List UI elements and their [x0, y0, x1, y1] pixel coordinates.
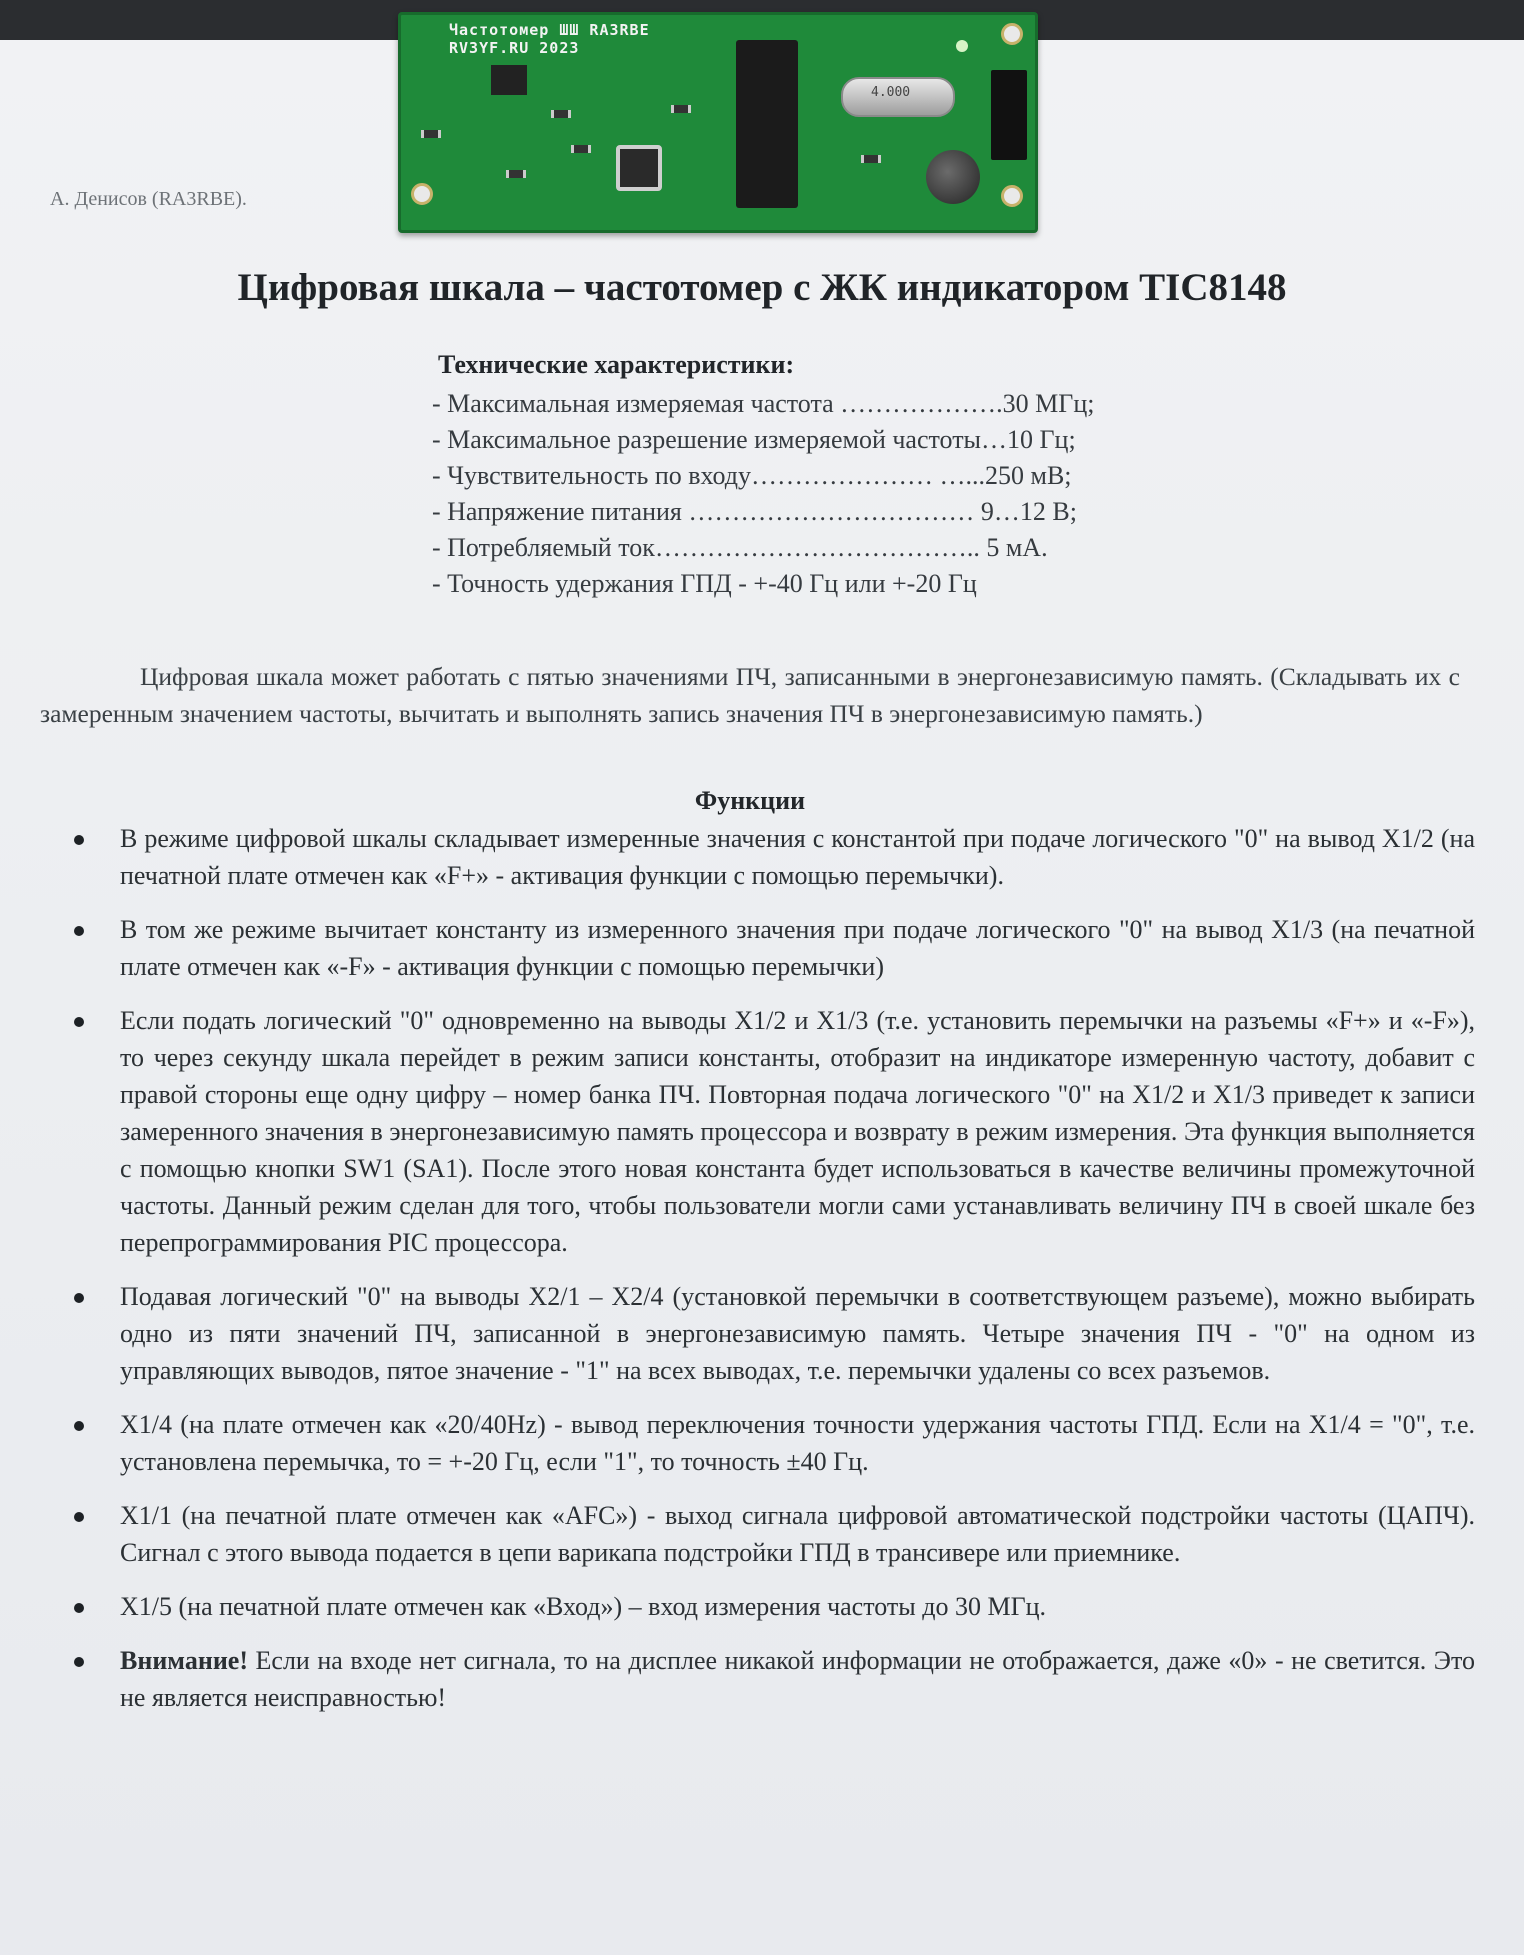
pcb-photo	[398, 12, 1038, 233]
author-line: А. Денисов (RA3RBE).	[50, 188, 247, 210]
intro-paragraph: Цифровая шкала может работать с пятью значениями ПЧ, записанными в энергонезависимую память. (Складывать их с замеренным значением частоты, вычитать и выполнять запись значения ПЧ в энергонезависимую память.)	[40, 661, 1460, 728]
bullet-icon	[74, 1512, 84, 1522]
list-item	[70, 1588, 1475, 1625]
bullet-icon	[74, 1017, 84, 1027]
pcb-smd-part	[551, 110, 571, 118]
list-item	[70, 820, 1475, 894]
list-item	[70, 1642, 1475, 1716]
item-text: X1/5 (на печатной плате отмечен как «Вход») – вход измерения частоты до 30 МГц.	[120, 1592, 1047, 1621]
pcb-voltage-regulator	[491, 65, 527, 95]
list-item	[70, 1497, 1475, 1571]
item-text: В том же режиме вычитает константу из измеренного значения при подаче логического "0" на вывод X1/3 (на печатной плате отмечен как «-F» - активация функции с помощью перемычки)	[120, 915, 1475, 981]
functions-heading: Функции	[694, 786, 806, 815]
pcb-smd-part	[671, 105, 691, 113]
pcb-silkscreen	[449, 21, 650, 57]
item-text: Если подать логический "0" одновременно на выводы X1/2 и X1/3 (т.е. установить перемычки на разъемы «F+» и «-F»), то через секунду шкала перейдет в режим записи константы, отобразит на индикаторе измеренную частоту, добавит с правой стороны еще одну цифру – номер банка ПЧ. Повторная подача логического "0" на X1/2 и X1/3 приведет к записи замеренного значения в энергонезависимую память процессора и возврату в режим измерения. Эта функция выполняется с помощью кнопки SW1 (SA1). После этого новая константа будет использоваться в качестве величины промежуточной частоты. Данный режим сделан для того, чтобы пользователи могли сами устанавливать величину ПЧ в своей шкале без перепрограммирования PIC процессора.	[120, 1006, 1475, 1257]
pcb-mount-hole	[1001, 23, 1023, 45]
pcb-silk-line1: Частотомер ШШ RA3RBE	[449, 21, 650, 39]
bullet-icon	[74, 1657, 84, 1667]
bullet-icon	[74, 1603, 84, 1613]
page-title: Цифровая шкала – частотомер с ЖК индикатором TIC8148	[237, 266, 1287, 309]
pcb-smd-part	[506, 170, 526, 178]
pcb-capacitor	[926, 150, 980, 204]
pcb-led	[956, 40, 968, 52]
spec-row: - Напряжение питания …………………………… 9…12 В;	[432, 497, 1077, 526]
specs-heading: Технические характеристики:	[438, 350, 795, 379]
spec-row: - Максимальная измеряемая частота ……………….30 МГц;	[432, 389, 1095, 418]
pcb-crystal	[841, 77, 955, 117]
pcb-microcontroller	[736, 40, 798, 208]
item-text: В режиме цифровой шкалы складывает измеренные значения с константой при подаче логического "0" на вывод X1/2 (на печатной плате отмечен как «F+» - активация функции с помощью перемычки).	[120, 824, 1475, 890]
pcb-mount-hole	[411, 183, 433, 205]
list-item	[70, 1406, 1475, 1480]
list-item	[70, 1002, 1475, 1261]
pcb-crystal-label: 4.000	[871, 85, 911, 100]
bullet-icon	[74, 1421, 84, 1431]
functions-list	[70, 820, 1475, 1733]
list-item	[70, 1278, 1475, 1389]
pcb-smd-part	[571, 145, 591, 153]
pcb-pushbutton	[616, 145, 662, 191]
item-text: X1/1 (на печатной плате отмечен как «AFC») - выход сигнала цифровой автоматической подстройки частоты (ЦАПЧ). Сигнал с этого вывода подается в цепи варикапа подстройки ГПД в трансивере или приемнике.	[120, 1501, 1475, 1567]
pcb-smd-part	[861, 155, 881, 163]
spec-row: - Чувствительность по входу………………… …...250 мВ;	[432, 461, 1072, 490]
bullet-icon	[74, 1293, 84, 1303]
item-text: X1/4 (на плате отмечен как «20/40Hz) - вывод переключения точности удержания частоты ГПД. Если на X1/4 = "0", т.е. установлена перемычка, то = +-20 Гц, если "1", то точность ±40 Гц.	[120, 1410, 1475, 1476]
spec-row: - Максимальное разрешение измеряемой частоты…10 Гц;	[432, 425, 1076, 454]
pcb-smd-part	[421, 130, 441, 138]
item-text: Подавая логический "0" на выводы X2/1 – X2/4 (установкой перемычки в соответствующем разъеме), можно выбирать одно из пяти значений ПЧ, записанной в энергонезависимую память. Четыре значения ПЧ - "0" на одном из управляющих выводов, пятое значение - "1" на всех выводах, т.е. перемычки удалены со всех разъемов.	[120, 1282, 1475, 1385]
pcb-pin-header	[991, 70, 1027, 160]
item-emphasis: Внимание!	[120, 1646, 248, 1675]
spec-row: - Потребляемый ток……………………………….. 5 мА.	[432, 533, 1048, 562]
specs-block	[432, 350, 1332, 602]
item-text: Если на входе нет сигнала, то на дисплее никакой информации не отображается, даже «0» - не светится. Это не является неисправностью!	[120, 1646, 1475, 1712]
bullet-icon	[74, 835, 84, 845]
spec-row: - Точность удержания ГПД - +-40 Гц или +-20 Гц	[432, 569, 977, 598]
pcb-silk-line2: RV3YF.RU 2023	[449, 39, 580, 57]
list-item	[70, 911, 1475, 985]
pcb-mount-hole	[1001, 185, 1023, 207]
bullet-icon	[74, 926, 84, 936]
